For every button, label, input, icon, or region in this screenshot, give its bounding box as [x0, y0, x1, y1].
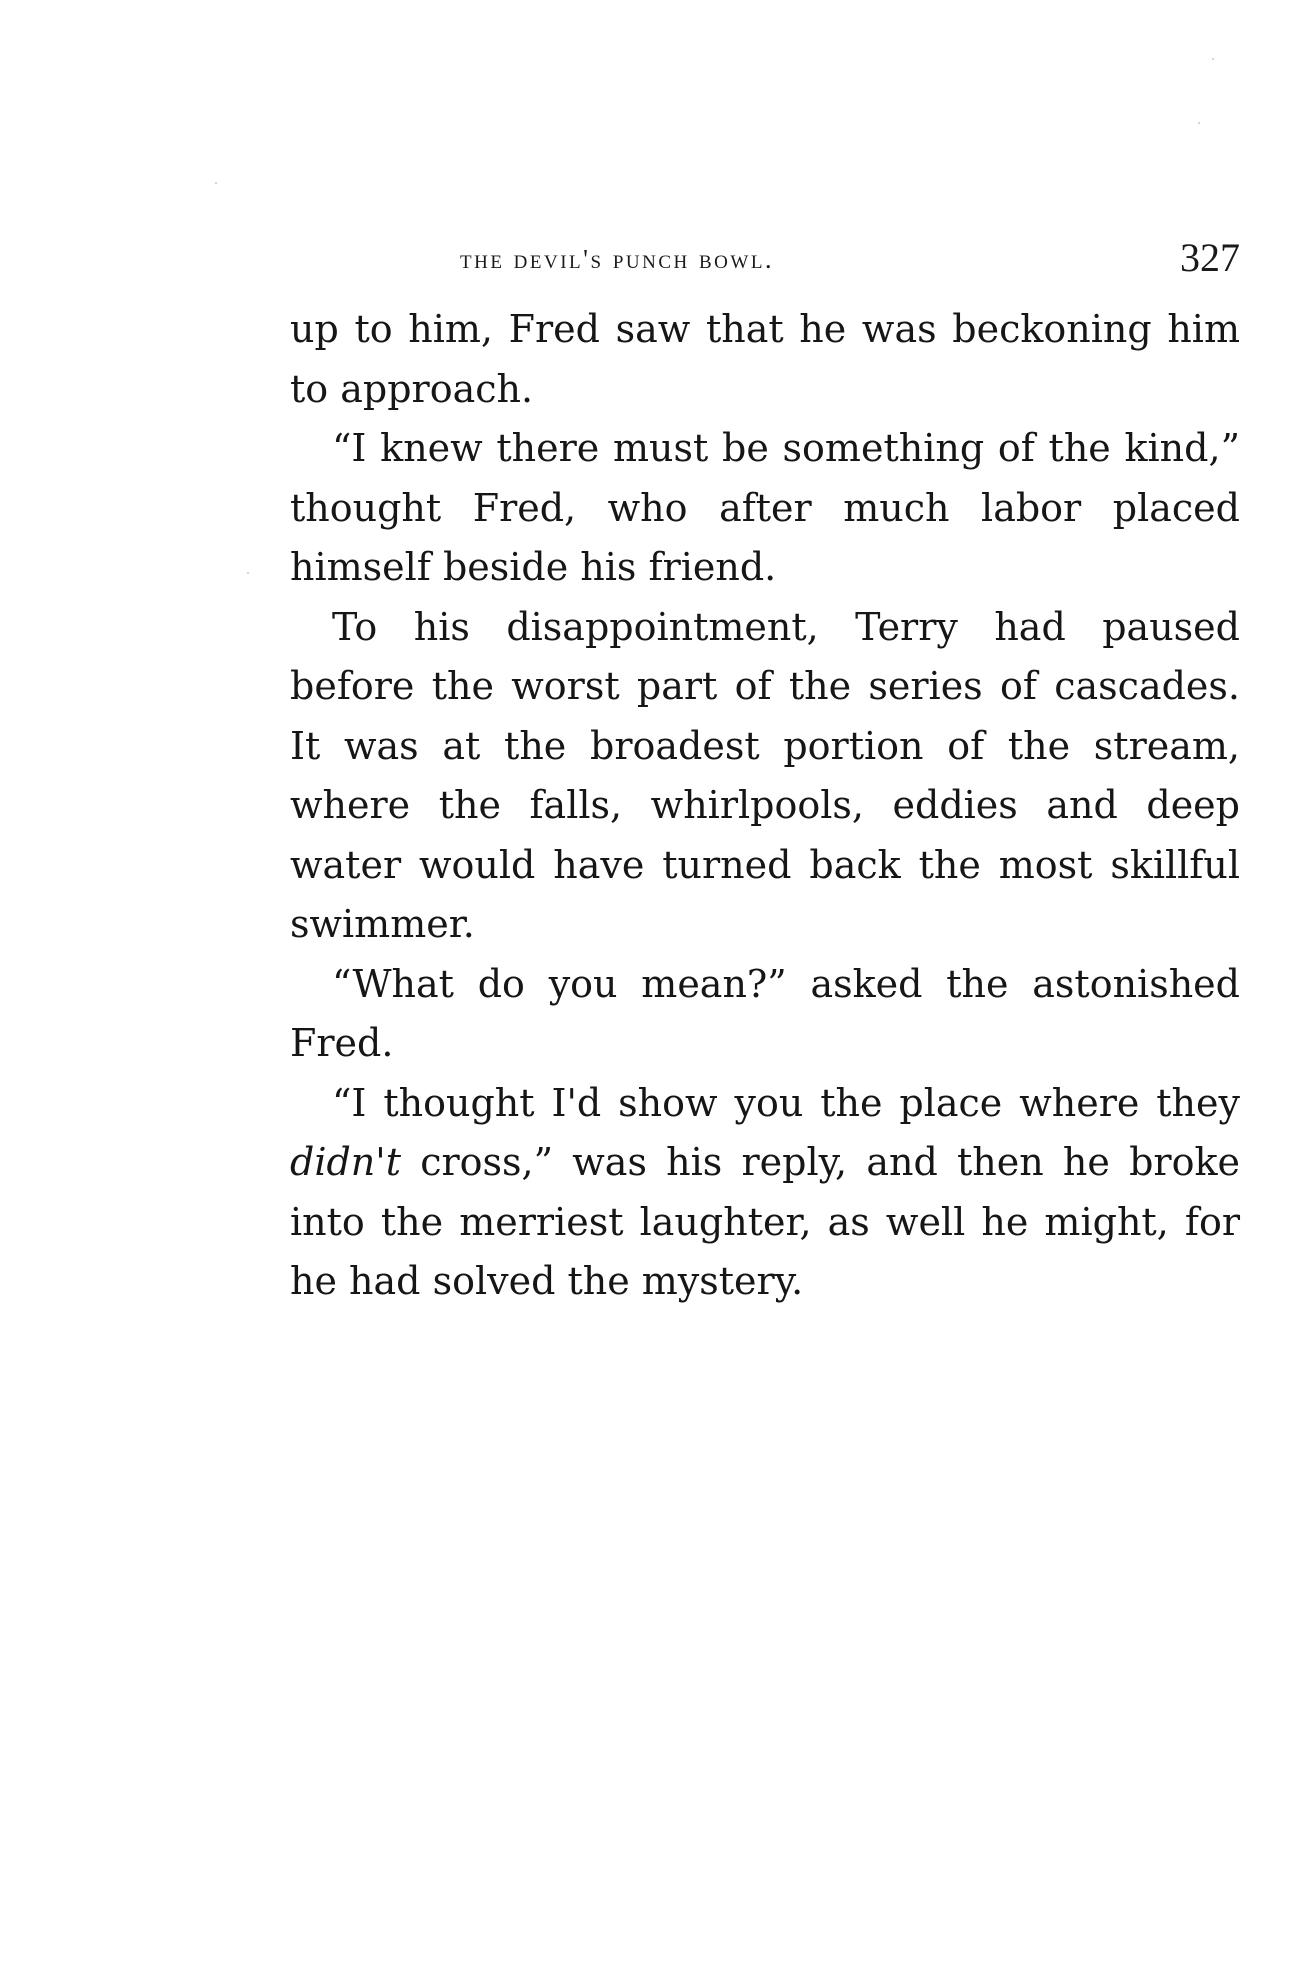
- paragraph-text: cross,” was his reply, and then he broke into the merriest laughter, as well he might, for he had solved the mystery.: [290, 1140, 1240, 1303]
- scan-speck: [215, 182, 217, 184]
- paragraph: “I knew there must be something of the kind,” thought Fred, who after much labor placed himself beside his friend.: [290, 426, 1240, 589]
- paragraph: up to him, Fred saw that he was beckoning him to approach.: [290, 307, 1240, 411]
- paragraph-text: “I thought I'd show you the place where they: [332, 1080, 1240, 1125]
- paragraph: To his disappointment, Terry had paused before the worst part of the series of cascades. It was at the broadest portion of the stream, where the falls, whirlpools, eddies and deep water would have turned back the most skillful swimmer.: [290, 604, 1240, 946]
- paragraph: [290, 1074, 1240, 1312]
- page-number: 327: [1180, 235, 1240, 280]
- scan-speck: [1212, 58, 1214, 60]
- body-text: [290, 300, 1240, 1312]
- scan-speck: [1198, 122, 1200, 124]
- running-head: [290, 226, 1240, 280]
- running-title: the devil's punch bowl.: [460, 244, 775, 274]
- scan-speck: [247, 572, 249, 574]
- emphasis: didn't: [290, 1140, 401, 1184]
- paragraph: “What do you mean?” asked the astonished Fred.: [290, 961, 1240, 1065]
